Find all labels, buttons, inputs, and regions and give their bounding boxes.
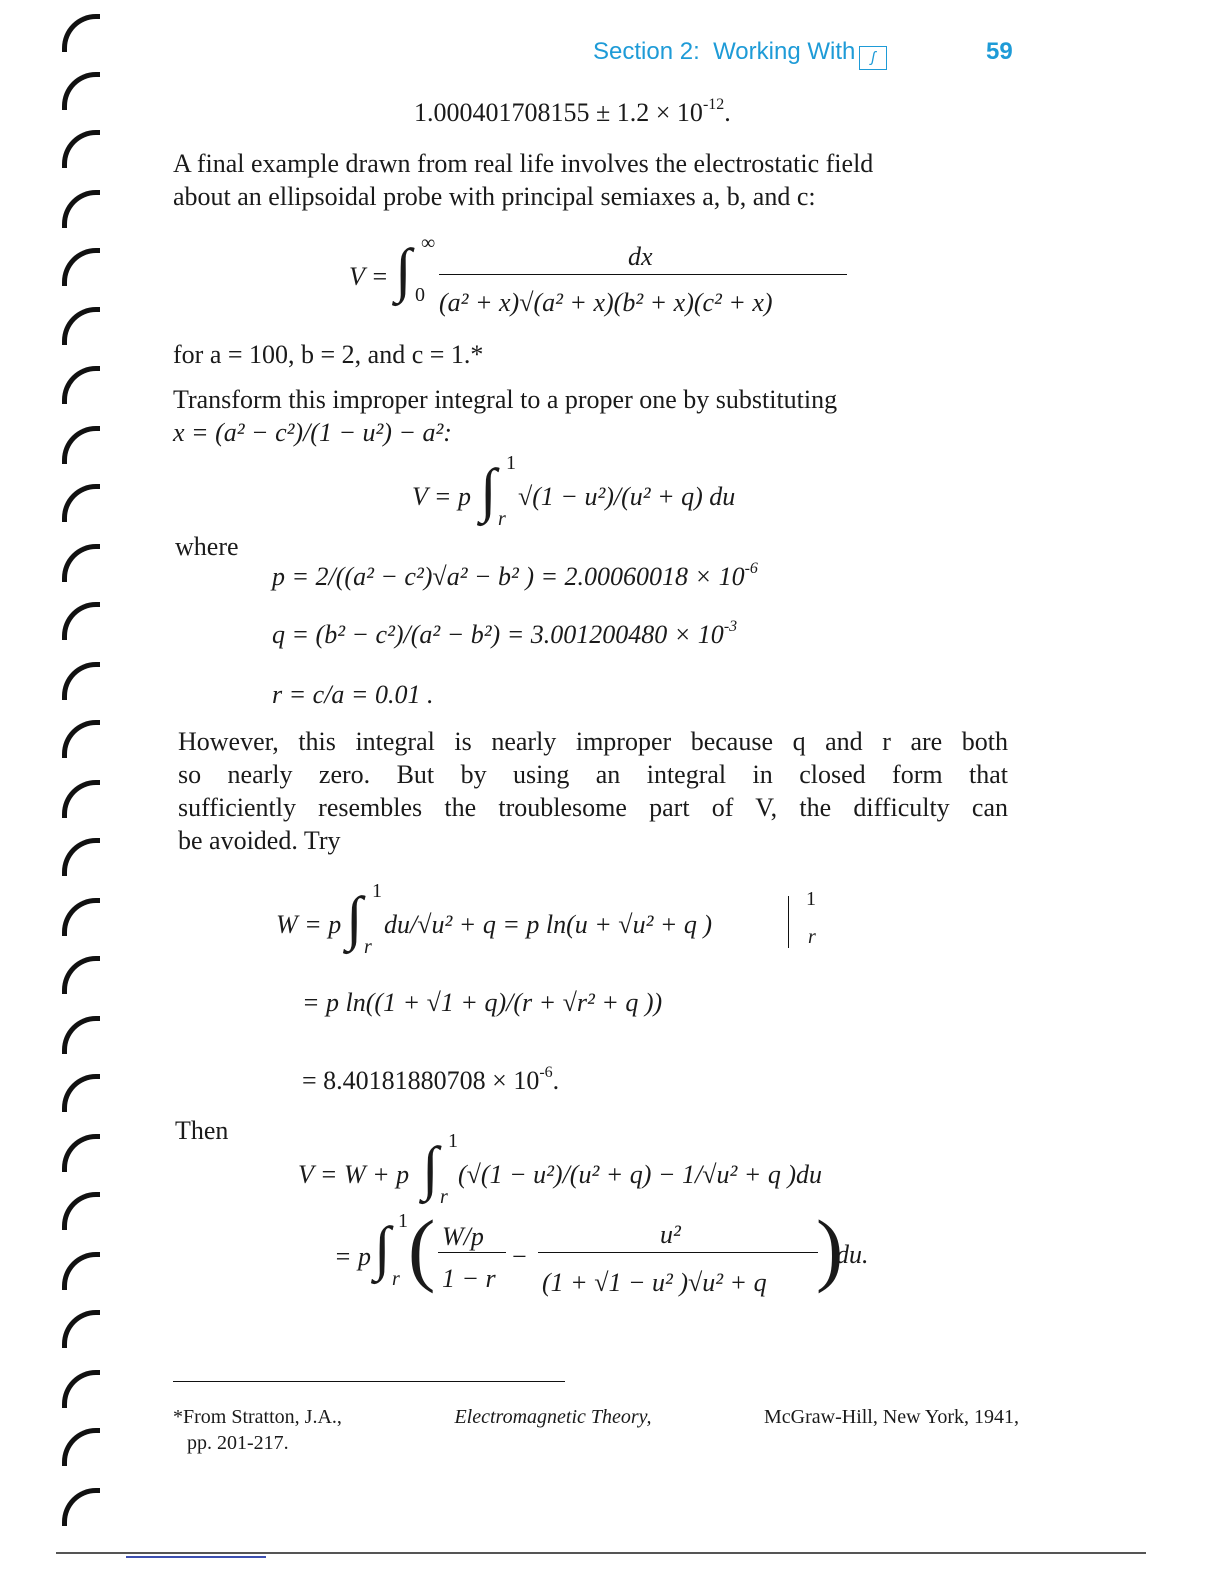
binder-ring bbox=[62, 662, 100, 700]
binder-ring bbox=[62, 1488, 100, 1526]
w-closed-form: = p ln((1 + √1 + q)/(r + √r² + q )) bbox=[302, 988, 663, 1017]
definition-q: $q = (b^2 - c^2)/(a^2 - b^2) = 3.001200480 \times 10^{-3}$ bbox=[272, 618, 738, 649]
footnote-rule bbox=[173, 1381, 565, 1382]
binder-ring bbox=[62, 307, 100, 345]
right-paren: ) bbox=[816, 1203, 844, 1294]
binder-ring bbox=[62, 1370, 100, 1408]
where-label: where bbox=[175, 532, 239, 561]
binder-ring bbox=[62, 602, 100, 640]
binder-ring bbox=[62, 956, 100, 994]
binder-ring bbox=[62, 426, 100, 464]
integral-equation-w: W = p ∫ 1 r du/√u² + q = p ln(u + √u² + q ) 1 r bbox=[276, 880, 816, 958]
binder-ring bbox=[62, 838, 100, 876]
left-paren: ( bbox=[408, 1203, 436, 1294]
then-label: Then bbox=[175, 1116, 229, 1145]
evaluation-bar bbox=[788, 896, 789, 948]
binder-ring bbox=[62, 72, 100, 110]
binder-ring bbox=[62, 248, 100, 286]
final-equation-line2: = p ∫ 1 r ( W/p 1 − r − u² (1 + √1 − u² )√u² + q ) du. bbox=[334, 1203, 869, 1297]
binder-ring bbox=[62, 1252, 100, 1290]
binder-ring bbox=[62, 484, 100, 522]
integral-sign: ∫ bbox=[395, 237, 412, 303]
definition-r: r = c/a = 0.01 . bbox=[272, 680, 434, 709]
definition-p: p = 2/((a² − c²)√a² − b² ) = $2.00060018 \times 10^{-6}$ bbox=[272, 560, 758, 591]
w-value: = $8.40181880708 \times 10^{-6}$. bbox=[302, 1064, 560, 1095]
binder-ring bbox=[62, 366, 100, 404]
integral-sign: ∫ bbox=[374, 1215, 391, 1281]
binder-ring bbox=[62, 1016, 100, 1054]
page-number: 59 bbox=[986, 38, 1013, 65]
binder-ring bbox=[62, 1192, 100, 1230]
footnote: *From Stratton, J.A., Electromagnetic Theory, McGraw-Hill, New York, 1941, pp. 201-217. bbox=[173, 1406, 1019, 1454]
page-edge-accent bbox=[126, 1556, 266, 1558]
integrate-key-icon: ʃ bbox=[859, 46, 887, 70]
intro-paragraph: A final example drawn from real life involves the electrostatic field about an ellipsoidal probe with principal semiaxes a, b, and c: bbox=[173, 149, 874, 211]
binder-ring bbox=[62, 190, 100, 228]
fraction-bar bbox=[438, 1252, 506, 1253]
parameter-values: for a = 100, b = 2, and c = 1.* bbox=[173, 340, 484, 369]
substitution-paragraph: Transform this improper integral to a proper one by substituting x = (a² − c²)/(1 − u²) − a²: bbox=[173, 385, 838, 447]
binder-ring bbox=[62, 898, 100, 936]
final-equation-line1: V = W + p ∫ 1 r (√(1 − u²)/(u² + q) − 1/√u² + q )du bbox=[298, 1130, 822, 1208]
binder-ring bbox=[62, 1134, 100, 1172]
page-bottom-edge bbox=[56, 1552, 1146, 1554]
integral-equation-v-proper: V = p ∫ 1 r √(1 − u²)/(u² + q) du bbox=[412, 452, 736, 530]
integral-equation-v: V = ∫ ∞ 0 dx (a² + x)√(a² + x)(b² + x)(c² + x) bbox=[345, 236, 855, 322]
binder-ring bbox=[62, 720, 100, 758]
binder-ring bbox=[62, 780, 100, 818]
error-estimate-line: $1.000401708155 \pm 1.2 \times 10^{-12}$. bbox=[414, 96, 731, 127]
near-improper-paragraph: However, this integral is nearly improper because q and r are both so nearly zero. But by using an integral in closed form that sufficiently resembles the troublesome part of V, the difficulty can be avoided. Try bbox=[178, 727, 1008, 855]
binder-ring bbox=[62, 1310, 100, 1348]
binder-ring bbox=[62, 130, 100, 168]
integral-sign: ∫ bbox=[346, 885, 363, 951]
page-header bbox=[590, 38, 1030, 74]
section-heading: Section 2: Working With ʃ bbox=[593, 38, 887, 70]
binder-ring bbox=[62, 1074, 100, 1112]
binder-ring bbox=[62, 544, 100, 582]
integral-sign: ∫ bbox=[422, 1135, 439, 1201]
fraction-bar bbox=[538, 1252, 818, 1253]
integral-sign: ∫ bbox=[480, 457, 497, 523]
binder-ring bbox=[62, 14, 100, 52]
fraction-bar bbox=[439, 274, 847, 275]
binder-ring bbox=[62, 1428, 100, 1466]
